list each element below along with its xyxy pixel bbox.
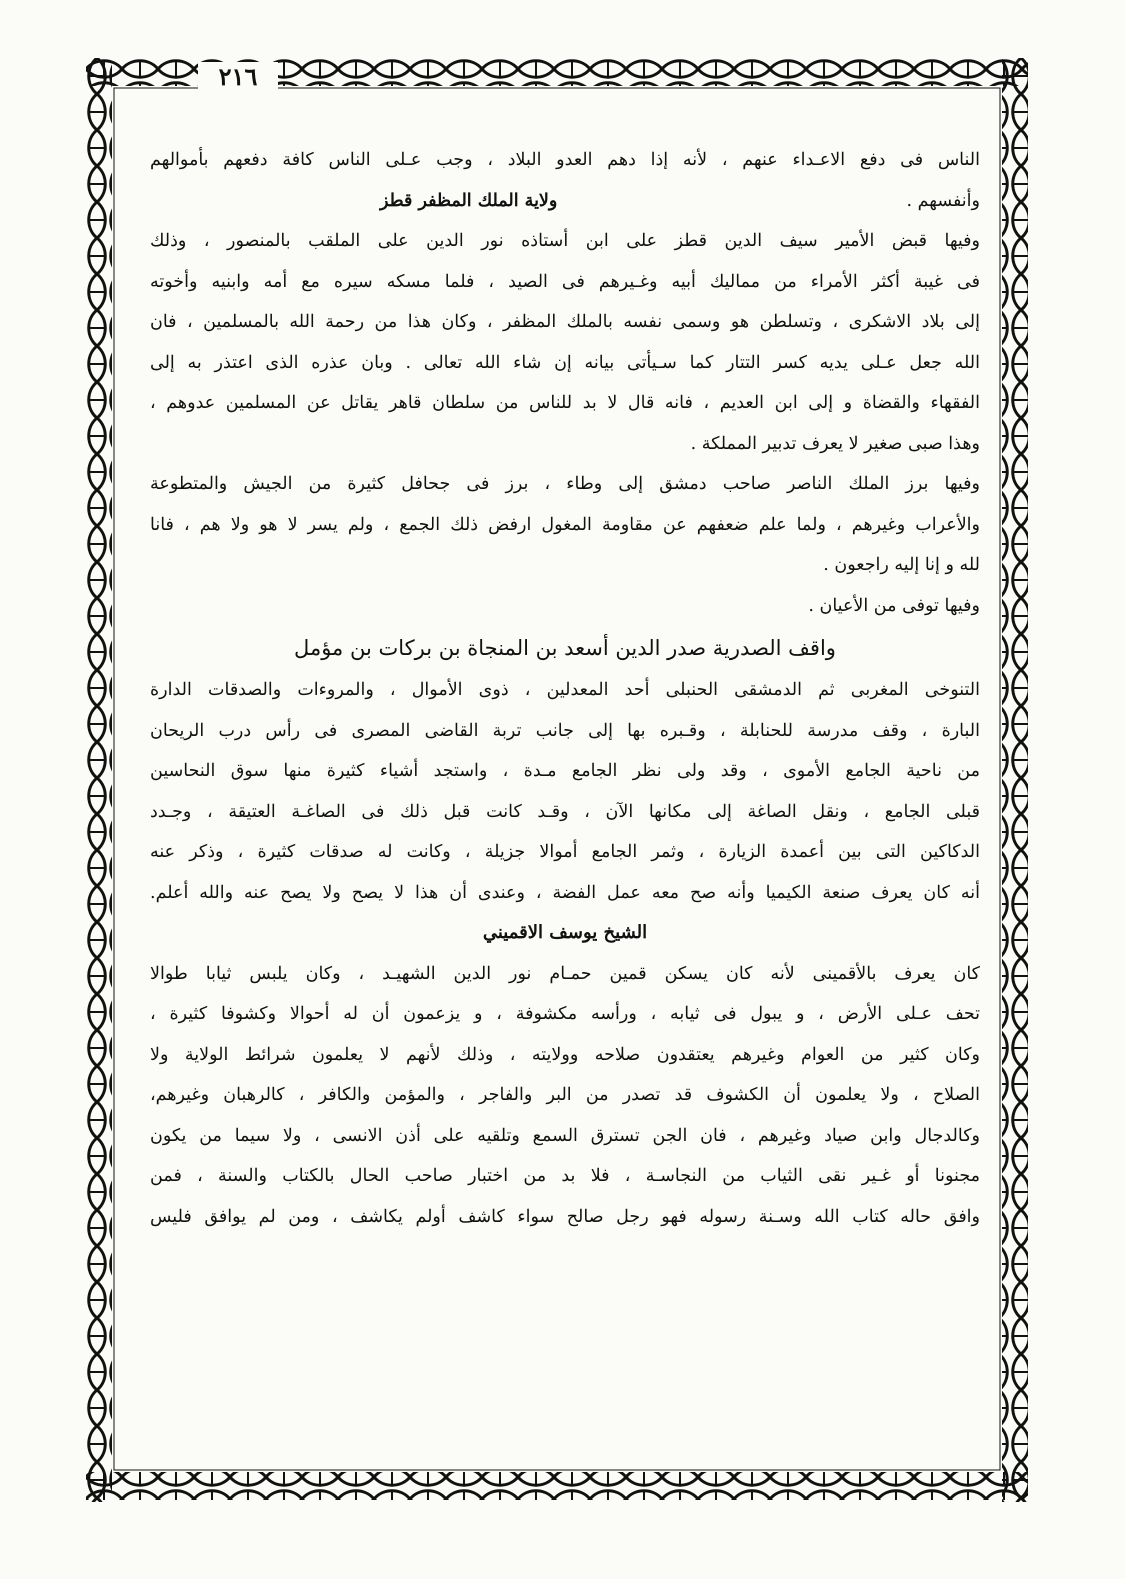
text-line: قبلى الجامع ، ونقل الصاغة إلى مكانها الآن ، وقـد كانت قبل ذلك فى الصاغـة العتيقة ، وجـدد [150,801,980,822]
text-line: إلى بلاد الاشكرى ، وتسلطن هو وسمى نفسه بالملك المظفر ، وكان هذا من رحمة الله بالمسلمين ، فان [150,312,980,332]
page-number: ٢١٦ [198,62,278,92]
text-fragment: وأنفسهم . [906,190,980,211]
text-line-with-heading [150,181,980,222]
text-line: التنوخى المغربى ثم الدمشقى الحنبلى أحد المعدلين ، ذوى الأموال ، والمروءات والصدقات الدارة [150,680,980,700]
text-line: وفيها توفى من الأعيان . [808,595,980,616]
text-line: لله و إنا إليه راجعون . [823,555,980,575]
text-line: وفيها قبض الأمير سيف الدين قطز على ابن أستاذه نور الدين على الملقب بالمنصور ، وذلك [150,231,980,251]
text-line: وفيها برز الملك الناصر صاحب دمشق إلى وطاء ، برز فى جحافل كثيرة من الجيش والمتطوعة [150,474,980,494]
text-line: وكان كثير من العوام وغيرهم يعتقدون صلاحه وولايته ، وذلك لأنهم لا يعلمون شرائط الولاية ولا [150,1044,980,1065]
text-line: مجنونا أو غـير نقى الثياب من النجاسـة ، فلا بد من اختبار صاحب الحال بالكتاب والسنة ، فمن [150,1166,980,1186]
text-line: وكالدجال وابن صياد وغيرهم ، فان الجن تسترق السمع وتلقيه على أذن الانسى ، ولا سيما من يكون [150,1125,980,1146]
text-line: الدكاكين التى بين أعمدة الزيارة ، وثمر الجامع أموالا جزيلة ، وكانت له صدقات كثيرة ، وذكر عنه [150,842,980,862]
text-line: الصلاح ، ولا يعلمون أن الكشوف قد تصدر من البر والفاجر ، والمؤمن والكافر ، كالرهبان وغيرهم، [150,1085,980,1105]
text-line: الفقهاء والقضاة و إلى ابن العديم ، فانه قال لا بد للناس من سلطان قاهر يقاتل عن المسلمين عدوهم ، [150,393,980,413]
text-line: تحف عـلى الأرض ، و يبول فى ثيابه ، ورأسه مكشوفة ، و يزعمون أن له أحوالا وكشوفا كثيرة ، [150,1004,980,1024]
section-heading: ولاية الملك المظفر قطز [380,190,558,211]
biography-heading: واقف الصدرية صدر الدين أسعد بن المنجاة بن بركات بن مؤمل [294,636,836,660]
text-line: أنه كان يعرف صنعة الكيميا وأنه صح معه عمل الفضة ، وعندى أن هذا لا يصح ولا يصح عنه والله أعلم. [150,882,980,903]
text-line: وافق حاله كتاب الله وسـنة رسوله فهو رجل صالح سواء كاشف أولم يكاشف ، ومن لم يوافق فليس [150,1206,980,1227]
text-line: كان يعرف بالأقمينى لأنه كان يسكن قمين حمـام نور الدين الشهيـد ، وكان يلبس ثيابا طوالا [150,963,980,984]
main-text [150,140,980,1480]
text-line: وهذا صبى صغير لا يعرف تدبير المملكة . [690,433,980,454]
text-line: من ناحية الجامع الأموى ، وقد ولى نظر الجامع مـدة ، واستجد أشياء كثيرة منها سوق النحاسين [150,761,980,781]
biography-heading: الشيخ يوسف الاقميني [482,922,648,943]
text-line: الله جعل عـلى يديه كسر التتار كما سـيأتى بيانه إن شاء الله تعالى . وبان عذره الذى اعتذر به إلى [150,352,980,373]
text-line: والأعراب وغيرهم ، ولما علم ضعفهم عن مقاومة المغول ارفض ذلك الجمع ، ولم يسر لا هو ولا هم ، فانا [150,514,980,535]
text-line: البارة ، وقف مدرسة للحنابلة ، وقـبره بها إلى جانب تربة القاضى المصرى فى رأس درب الريحان [150,720,980,741]
text-line: فى غيبة أكثر الأمراء من مماليك أبيه وغـيرهم فى الصيد ، فلما مسكه سيره مع أمه وابنيه وأخوته [150,271,980,292]
text-line: الناس فى دفع الاعـداء عنهم ، لأنه إذا دهم العدو البلاد ، وجب عـلى الناس كافة دفعهم بأموالهم [150,150,980,170]
